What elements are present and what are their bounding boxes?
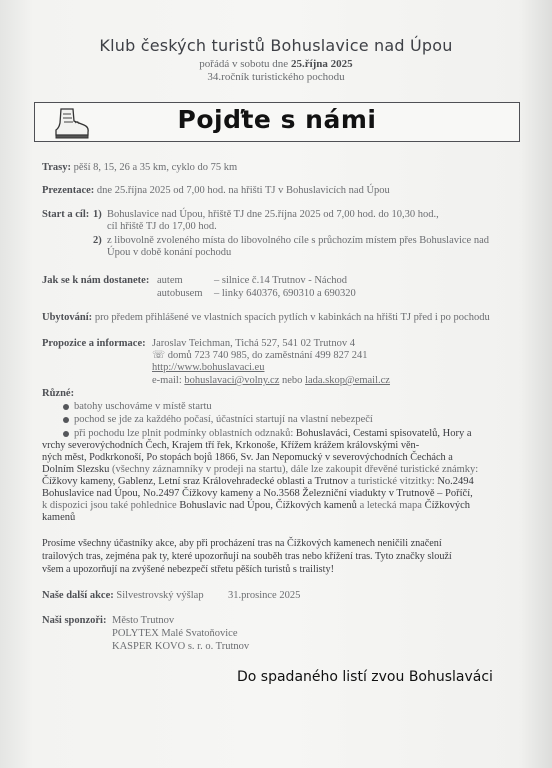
email-link-2[interactable]: lada.skop@email.cz xyxy=(305,375,390,386)
next-event-label: Naše další akce: xyxy=(42,590,117,601)
sponsor-3: KASPER KOVO s. r. o. Trutnov xyxy=(112,641,250,652)
registration-label: Prezentace: xyxy=(42,185,95,196)
info-website-link[interactable]: http://www.bohuslavaci.eu xyxy=(152,362,265,373)
misc-line-4 xyxy=(42,464,478,476)
start-item1-number: 1) xyxy=(93,209,102,220)
registration-line xyxy=(42,185,390,197)
notice-line-3: všem a upozorňují na zvýšené nebezpečí střetu pěších turistů s trailisty! xyxy=(42,564,334,575)
transport-label: Jak se k nám dostanete: xyxy=(42,275,150,286)
misc-line-6b: No.3568 Železniční viadukty v Trutnově – Poříčí, xyxy=(260,488,473,499)
start-item2-line2: Úpou v době konání pochodu xyxy=(107,247,232,258)
misc-line-4-rest: (všechny záznamníky v prodeji na startu), dále lze zakoupit dřevěné turistické známky: xyxy=(109,464,479,475)
banner-title: Pojďte s námi xyxy=(177,105,377,134)
next-event-date: 31.prosince 2025 xyxy=(228,590,301,601)
email-separator: nebo xyxy=(279,375,306,386)
email-link-1[interactable]: bohuslavaci@volny.cz xyxy=(184,375,280,386)
registration-text: dne 25.října 2025 od 7,00 hod. na hřišti TJ v Bohuslavicích nad Úpou xyxy=(96,185,390,196)
event-date-prefix: pořádá v sobotu dne xyxy=(199,58,291,70)
start-item2-number: 2) xyxy=(93,235,102,246)
misc-b3-prefix: při pochodu lze plnit podmínky oblastních odznaků: xyxy=(74,428,296,439)
info-label: Propozice a informace: xyxy=(42,338,146,349)
info-phone: domů 723 740 985, do zaměstnání 499 827 241 xyxy=(165,350,368,361)
misc-line-7-b1: Bohuslavic nad Úpou, Čížkových kamenů xyxy=(179,500,357,511)
accommodation-label: Ubytování: xyxy=(42,312,93,323)
transport-bus-label: autobusem xyxy=(157,288,203,299)
routes-text: pěší 8, 15, 26 a 35 km, cyklo do 75 km xyxy=(73,162,238,173)
misc-line-7-mid: a letecká mapa xyxy=(356,500,425,511)
misc-line-3: ných měst, Podkrkonoší, Po stopách bojů 1866, Sv. Jan Nepomucký v severovýchodních Čechách a xyxy=(42,452,453,463)
sponsors-label: Naši sponzoři: xyxy=(42,615,107,626)
sponsor-1: Město Trutnov xyxy=(112,615,175,626)
misc-line-5-mid: a turistické vitzitky: xyxy=(348,476,438,487)
info-email-line xyxy=(152,375,390,387)
misc-line-6a: Bohuslavice nad Úpou, No.2497 Čížkovy kameny a xyxy=(42,488,261,499)
notice-line-2: trailových tras, zejména pak ty, které upozorňují na souběh tras nebo křížení tras. Tyto značky slouží xyxy=(42,551,452,562)
misc-line-4-bold: Dolním Slezsku xyxy=(42,464,110,475)
misc-bullet-3 xyxy=(74,428,471,440)
next-event-line xyxy=(42,590,204,602)
start-label: Start a cíl: xyxy=(42,209,90,220)
misc-line-5-end: No.2494 xyxy=(437,476,474,487)
title-banner xyxy=(34,102,520,142)
misc-line-5-stamps: Čížkovy kameny, Gablenz, Letní sraz Královehradecké oblasti a Trutnov xyxy=(42,476,349,487)
misc-line-7-b2: Čížkových xyxy=(424,500,471,511)
accommodation-line xyxy=(42,312,490,324)
phone-icon: ☏ xyxy=(152,350,166,361)
notice-line-1: Prosíme všechny účastníky akce, aby při procházení tras na Čížkových kamenech neničili značení xyxy=(42,538,442,549)
misc-bullet-1: batohy uschováme v místě startu xyxy=(74,401,212,412)
start-item1-line1: Bohuslavice nad Úpou, hřiště TJ dne 25.října 2025 od 7,00 hod. do 10,30 hod., xyxy=(107,209,439,220)
event-date: 25.října 2025 xyxy=(290,58,353,70)
misc-line-5 xyxy=(42,476,474,488)
sponsor-2: POLYTEX Malé Svatoňovice xyxy=(112,628,238,639)
accommodation-text: pro předem přihlášené ve vlastních spacích pytlích v kabinkách na hřišti TJ před i po pochodu xyxy=(94,312,490,323)
misc-line-7 xyxy=(42,500,470,512)
transport-car-text: – silnice č.14 Trutnov - Náchod xyxy=(214,275,347,286)
transport-car-label: autem xyxy=(157,275,183,286)
routes-line xyxy=(42,162,237,174)
club-name: Klub českých turistů Bohuslavice nad Úpou xyxy=(99,36,453,55)
info-address: Jaroslav Teichman, Tichá 527, 541 02 Trutnov 4 xyxy=(152,338,355,349)
misc-line-2: vrchy severovýchodních Čech, Krajem tří řek, Krkonoše, Křížem krážem královskými věn- xyxy=(42,440,420,451)
start-item2-line1: z libovolně zvoleného místa do libovolného cíle s průchozím místem přes Bohuslavice nad xyxy=(107,235,489,246)
misc-line-6 xyxy=(42,488,473,500)
misc-line-7-pre: k dispozici jsou také pohlednice xyxy=(42,500,180,511)
event-date-line xyxy=(0,58,552,70)
misc-b3-badges: Bohuslaváci, Cestami spisovatelů, Hory a xyxy=(295,428,472,439)
event-edition: 34.ročník turistického pochodu xyxy=(207,71,345,83)
misc-bullet-2: pochod se jde za každého počasí, účastníci startují na vlastní nebezpečí xyxy=(74,414,373,425)
misc-line-8: kamenů xyxy=(42,512,76,523)
next-event-name: Silvestrovský výšlap xyxy=(116,590,204,601)
start-item1-line2: cíl hřiště TJ do 17,00 hod. xyxy=(107,221,217,232)
misc-label: Různé: xyxy=(42,388,75,399)
info-phone-line xyxy=(152,350,368,362)
routes-label: Trasy: xyxy=(42,162,71,173)
closing-invitation: Do spadaného listí zvou Bohuslaváci xyxy=(237,669,493,685)
transport-bus-text: – linky 640376, 690310 a 690320 xyxy=(214,288,356,299)
email-label: e-mail: xyxy=(152,375,185,386)
